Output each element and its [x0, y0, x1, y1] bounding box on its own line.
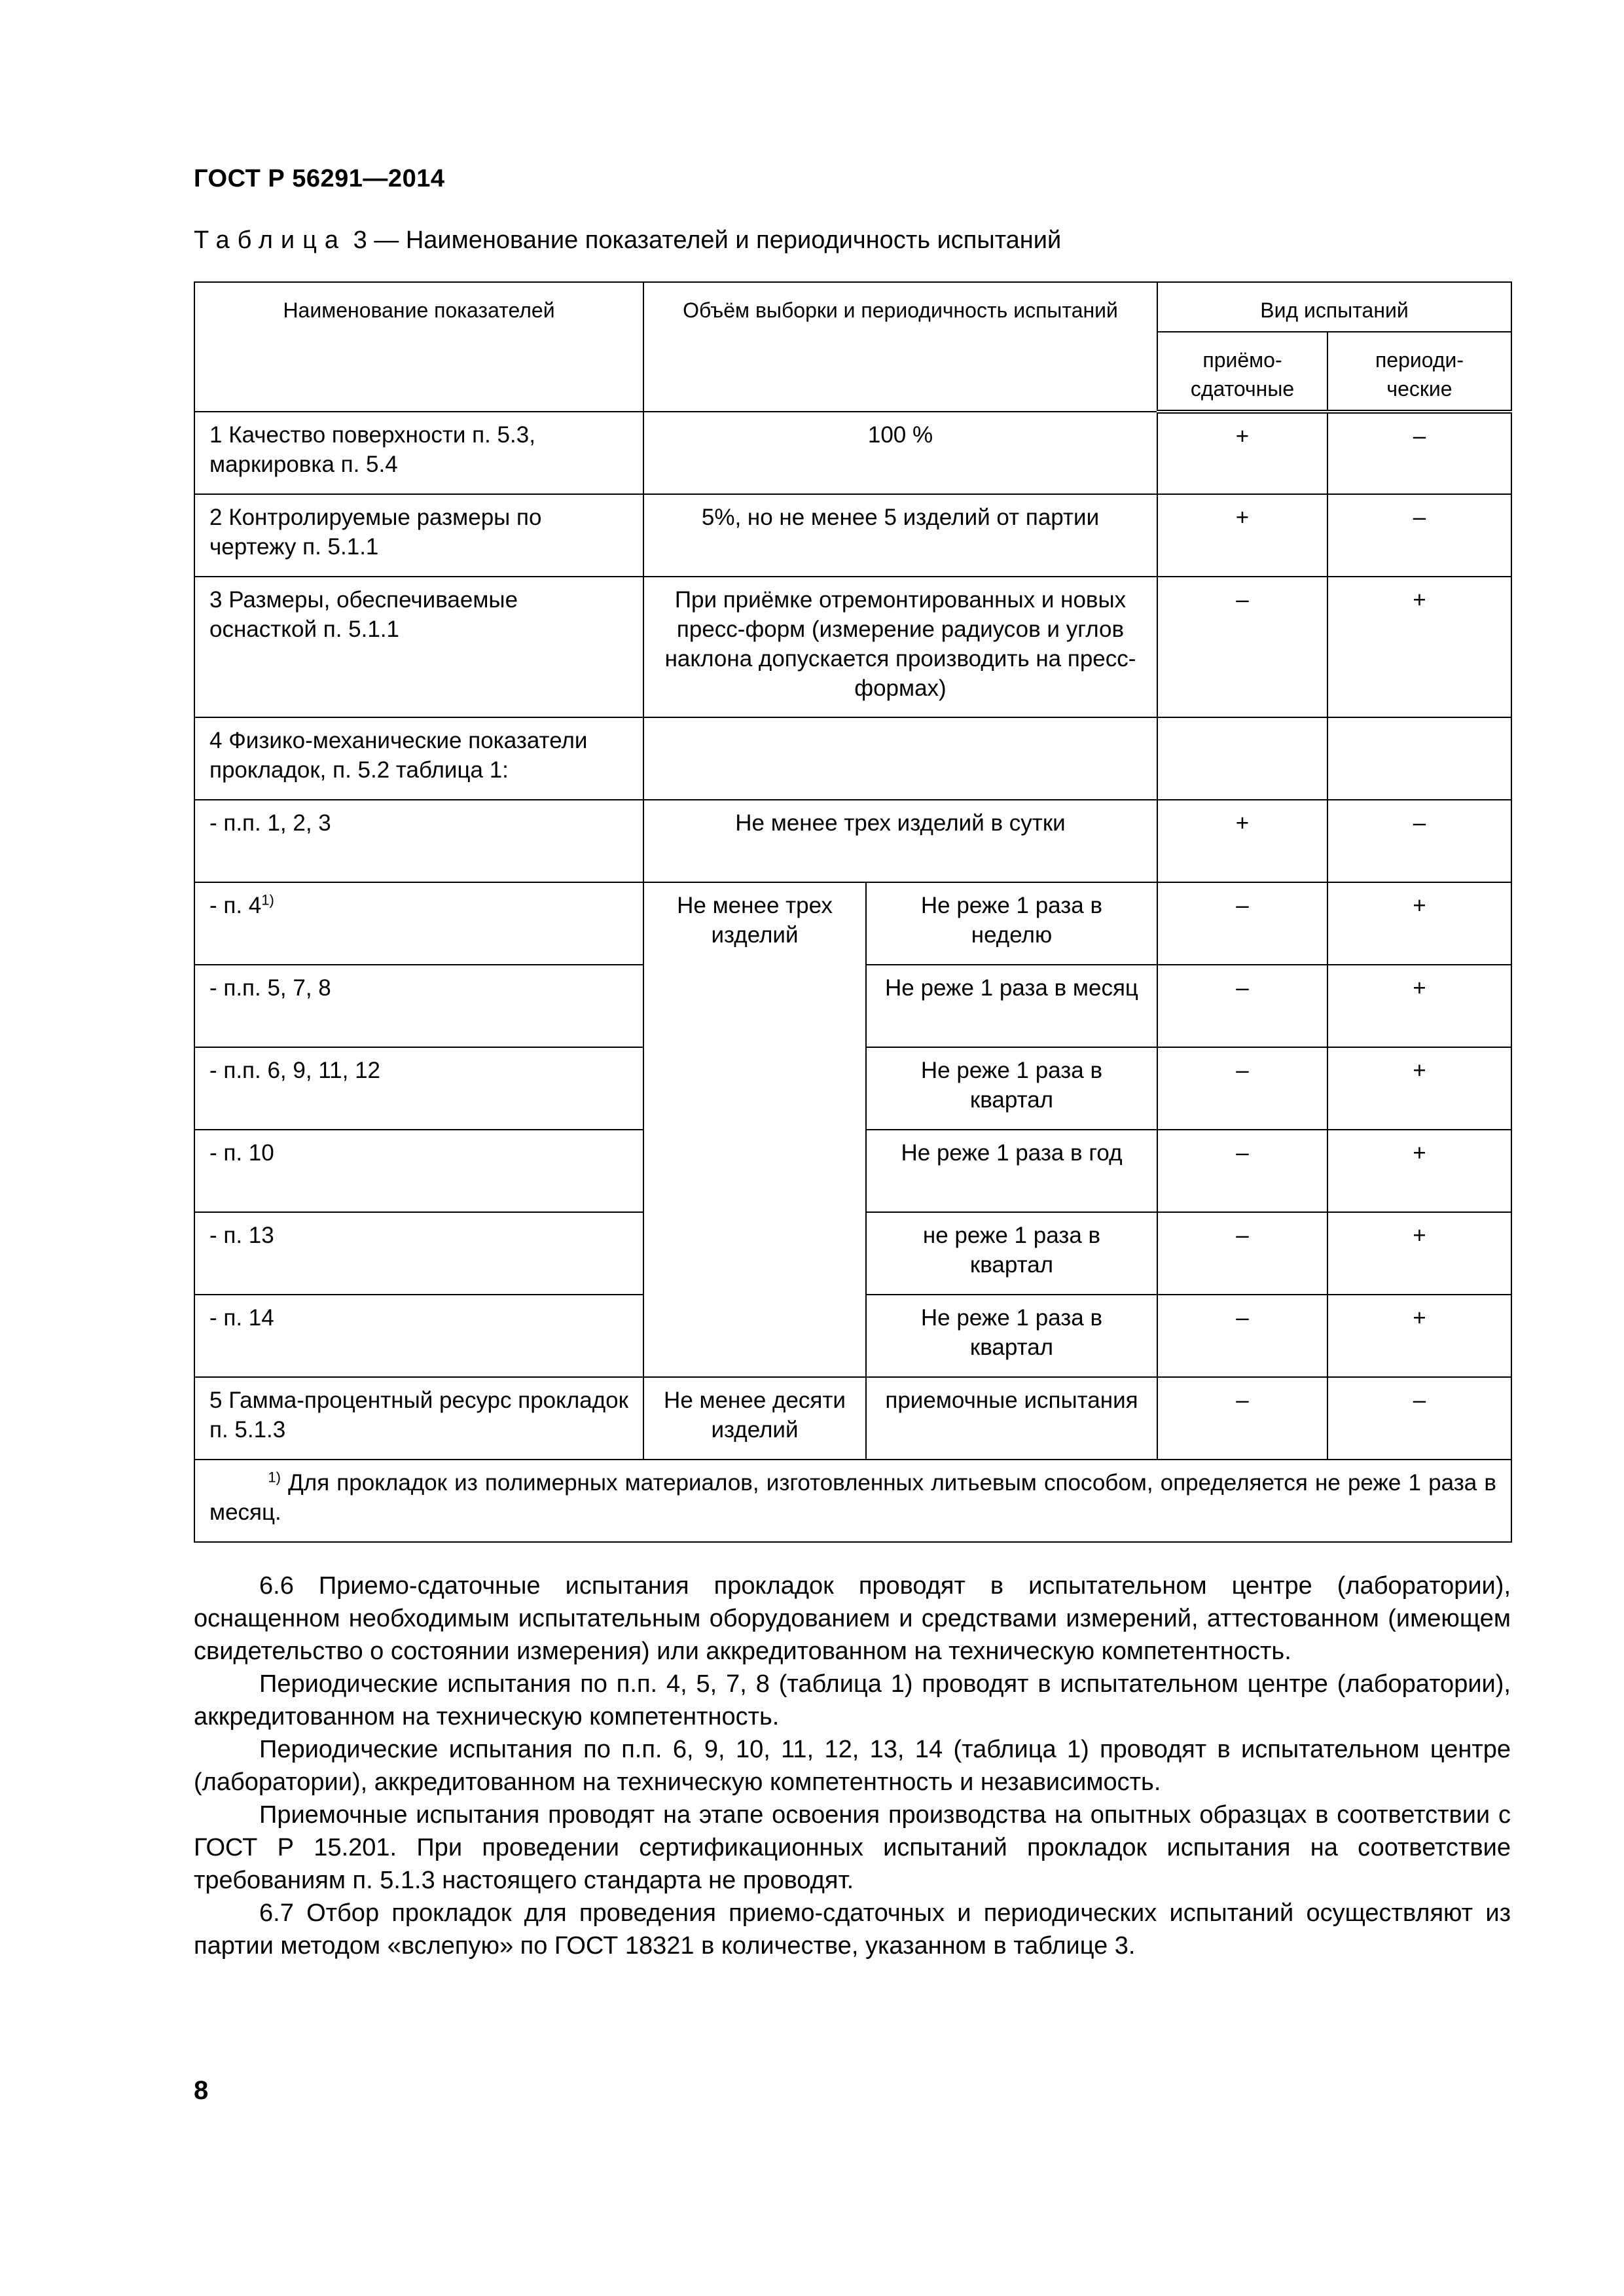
row-acceptance — [1157, 717, 1327, 800]
row-acceptance: + — [1157, 800, 1327, 882]
row-volume: 100 % — [643, 412, 1157, 494]
paragraph: Приемочные испытания проводят на этапе освоения производства на опытных образцах в соответствии с ГОСТ Р 15.201. При проведении сертификационных испытаний прокладок испытания на соответствие требованиям п. 5.1.3 настоящего стандарта не проводят. — [194, 1801, 1511, 1894]
row-acceptance: – — [1157, 882, 1327, 965]
row-periodic: + — [1327, 1130, 1511, 1212]
row-acceptance: – — [1157, 1295, 1327, 1377]
row-frequency: приемочные испытания — [866, 1377, 1157, 1460]
row-acceptance: – — [1157, 1377, 1327, 1460]
row-acceptance: – — [1157, 577, 1327, 717]
row-periodic: – — [1327, 494, 1511, 577]
table-row — [194, 800, 1511, 882]
row-periodic — [1327, 717, 1511, 800]
merged-sample-size: Не менее трех изделий — [643, 882, 866, 1377]
header-volume: Объём выборки и периодичность испытаний — [643, 282, 1157, 412]
table-row — [194, 717, 1511, 800]
row-acceptance: + — [1157, 494, 1327, 577]
paragraph: Периодические испытания по п.п. 4, 5, 7, 8 (таблица 1) проводят в испытательном центре (лаборатории), аккредитованном на техническую компетентность. — [194, 1670, 1511, 1731]
table-header-row — [194, 282, 1511, 332]
row-periodic: + — [1327, 965, 1511, 1047]
footnote-text: Для прокладок из полимерных материалов, изготовленных литьевым способом, определяется не реже 1 раза в месяц. — [209, 1470, 1496, 1525]
row-frequency: не реже 1 раза в квартал — [866, 1212, 1157, 1295]
row-periodic: – — [1327, 800, 1511, 882]
header-periodic: периоди-ческие — [1327, 332, 1511, 412]
row-acceptance: – — [1157, 1047, 1327, 1130]
table-footnote-row — [194, 1460, 1511, 1542]
row-name: 1 Качество поверхности п. 5.3, маркировка п. 5.4 — [194, 412, 643, 494]
row-acceptance: + — [1157, 412, 1327, 494]
row-acceptance: – — [1157, 965, 1327, 1047]
row-name: 5 Гамма-процентный ресурс прокладок п. 5.1.3 — [194, 1377, 643, 1460]
table-row — [194, 882, 1511, 965]
row-frequency: Не реже 1 раза в год — [866, 1130, 1157, 1212]
row-frequency: Не реже 1 раза в квартал — [866, 1047, 1157, 1130]
table-row — [194, 412, 1511, 494]
footnote-mark: 1) — [261, 891, 274, 908]
row-frequency: Не реже 1 раза в месяц — [866, 965, 1157, 1047]
header-name: Наименование показателей — [194, 282, 643, 412]
header-test-kind: Вид испытаний — [1157, 282, 1511, 332]
table-caption-number: 3 — [353, 226, 367, 254]
footnote-mark: 1) — [268, 1469, 281, 1486]
table-row — [194, 1377, 1511, 1460]
row-acceptance: – — [1157, 1130, 1327, 1212]
page-number: 8 — [194, 2076, 209, 2105]
table-caption — [194, 226, 1061, 255]
row-volume: 5%, но не менее 5 изделий от партии — [643, 494, 1157, 577]
row-name: 3 Размеры, обеспечиваемые оснасткой п. 5.1.1 — [194, 577, 643, 717]
test-indicators-table — [194, 281, 1512, 1543]
body-text — [194, 1570, 1511, 1962]
row-volume: При приёмке отремонтированных и новых пресс-форм (измерение радиусов и углов наклона допускается производить на пресс-формах) — [643, 577, 1157, 717]
table-caption-title: — Наименование показателей и периодичность испытаний — [374, 226, 1062, 254]
row-volume: Не менее трех изделий в сутки — [643, 800, 1157, 882]
row-acceptance: – — [1157, 1212, 1327, 1295]
table-caption-label: Таблица — [194, 226, 346, 254]
table-row — [194, 494, 1511, 577]
document-id: ГОСТ Р 56291—2014 — [194, 165, 445, 192]
row-frequency: Не реже 1 раза в квартал — [866, 1295, 1157, 1377]
row-periodic: – — [1327, 412, 1511, 494]
table-row — [194, 577, 1511, 717]
row-frequency: Не реже 1 раза в неделю — [866, 882, 1157, 965]
row-volume — [643, 717, 1157, 800]
paragraph: 6.7 Отбор прокладок для проведения приемо-сдаточных и периодических испытаний осуществляют из партии методом «вслепую» по ГОСТ 18321 в количестве, указанном в таблице 3. — [194, 1899, 1511, 1960]
header-acceptance: приёмо-сдаточные — [1157, 332, 1327, 412]
row-name: - п. 13 — [194, 1212, 643, 1295]
row-name: - п. 10 — [194, 1130, 643, 1212]
row-periodic: + — [1327, 882, 1511, 965]
row-name: 4 Физико-механические показатели прокладок, п. 5.2 таблица 1: — [194, 717, 643, 800]
row-periodic: + — [1327, 1295, 1511, 1377]
row-periodic: + — [1327, 577, 1511, 717]
paragraph: Периодические испытания по п.п. 6, 9, 10, 11, 12, 13, 14 (таблица 1) проводят в испытательном центре (лаборатории), аккредитованном на техническую компетентность и независимость. — [194, 1736, 1511, 1796]
row-sample: Не менее десяти изделий — [643, 1377, 866, 1460]
row-name: 2 Контролируемые размеры по чертежу п. 5.1.1 — [194, 494, 643, 577]
row-name: - п.п. 6, 9, 11, 12 — [194, 1047, 643, 1130]
row-name: - п. 14 — [194, 1295, 643, 1377]
row-name: - п.п. 1, 2, 3 — [194, 800, 643, 882]
table-footnote — [194, 1460, 1511, 1542]
row-periodic: + — [1327, 1212, 1511, 1295]
row-name — [194, 882, 643, 965]
row-periodic: – — [1327, 1377, 1511, 1460]
row-name-text: - п. 4 — [209, 893, 262, 918]
paragraph: 6.6 Приемо-сдаточные испытания прокладок проводят в испытательном центре (лаборатории), оснащенном необходимым испытательным оборудованием и средствами измерений, аттестованном (имеющем свидетельство о состоянии измерения) или аккредитованном на техническую компетентность. — [194, 1572, 1511, 1665]
row-periodic: + — [1327, 1047, 1511, 1130]
row-name: - п.п. 5, 7, 8 — [194, 965, 643, 1047]
